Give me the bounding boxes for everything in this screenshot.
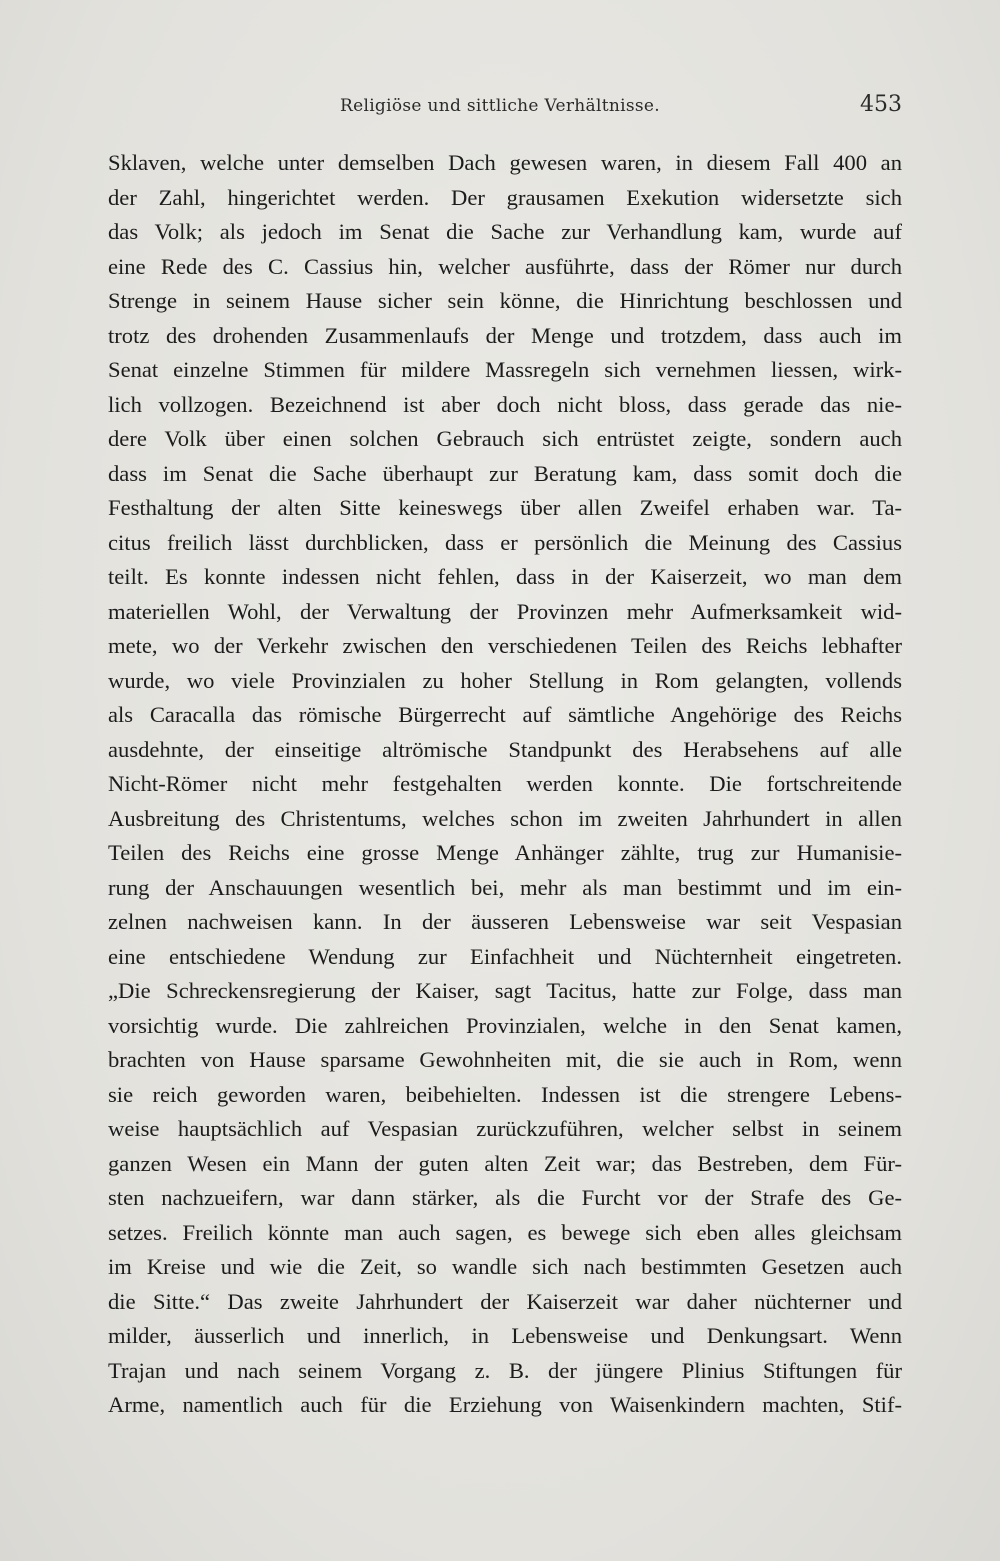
text-line: milder, äusserlich und innerlich, in Lebensweise und Denkungsart. Wenn	[108, 1323, 902, 1348]
text-line: trotz des drohenden Zusammenlaufs der Menge und trotzdem, dass auch im	[108, 322, 902, 348]
text-line: mete, wo der Verkehr zwischen den verschiedenen Teilen des Reichs lebhafter	[108, 633, 902, 658]
text-line: Nicht-Römer nicht mehr festgehalten werden konnte. Die fortschreitende	[108, 771, 902, 796]
text-line: citus freilich lässt durchblicken, dass er persönlich die Meinung des Cassius	[108, 529, 902, 555]
text-line: wurde, wo viele Provinzialen zu hoher Stellung in Rom gelangten, vollends	[108, 667, 902, 693]
text-line: im Kreise und wie die Zeit, so wandle sich nach bestimmten Gesetzen auch	[108, 1254, 902, 1279]
text-line: als Caracalla das römische Bürgerrecht auf sämtliche Angehörige des Reichs	[108, 702, 902, 727]
text-line: sten nachzueifern, war dann stärker, als die Furcht vor der Strafe des Ge-	[108, 1185, 902, 1210]
text-line: zelnen nachweisen kann. In der äusseren Lebensweise war seit Vespasian	[108, 909, 902, 934]
text-line: der Zahl, hingerichtet werden. Der grausamen Exekution widersetzte sich	[108, 184, 902, 210]
text-line: Trajan und nach seinem Vorgang z. B. der jüngere Plinius Stiftungen für	[108, 1357, 902, 1383]
text-line: eine Rede des C. Cassius hin, welcher ausführte, dass der Römer nur durch	[108, 253, 902, 279]
text-line: sie reich geworden waren, beibehielten. Indessen ist die strengere Lebens-	[108, 1081, 902, 1107]
text-line: „Die Schreckensregierung der Kaiser, sagt Tacitus, hatte zur Folge, dass man	[108, 978, 902, 1003]
text-line: Arme, namentlich auch für die Erziehung von Waisenkindern machten, Stif-	[108, 1392, 902, 1417]
text-line: die Sitte.“ Das zweite Jahrhundert der Kaiserzeit war daher nüchterner und	[108, 1288, 902, 1314]
text-line: teilt. Es konnte indessen nicht fehlen, dass in der Kaiserzeit, wo man dem	[108, 564, 902, 589]
text-line: ausdehnte, der einseitige altrömische Standpunkt des Herabsehens auf alle	[108, 736, 902, 762]
text-line: das Volk; als jedoch im Senat die Sache zur Verhandlung kam, wurde auf	[108, 219, 902, 244]
body-text	[108, 146, 902, 1423]
text-line: Sklaven, welche unter demselben Dach gewesen waren, in diesem Fall 400 an	[108, 150, 902, 175]
text-line: dass im Senat die Sache überhaupt zur Beratung kam, dass somit doch die	[108, 460, 902, 486]
text-line: Festhaltung der alten Sitte keineswegs über allen Zweifel erhaben war. Ta-	[108, 495, 902, 520]
running-title: Religiöse und sittliche Verhältnisse.	[340, 96, 660, 116]
text-line: Senat einzelne Stimmen für mildere Massregeln sich vernehmen liessen, wirk-	[108, 357, 902, 382]
text-line: Ausbreitung des Christentums, welches schon im zweiten Jahrhundert in allen	[108, 805, 902, 831]
text-line: materiellen Wohl, der Verwaltung der Provinzen mehr Aufmerksamkeit wid-	[108, 598, 902, 624]
text-line: Teilen des Reichs eine grosse Menge Anhänger zählte, trug zur Humanisie-	[108, 840, 902, 865]
text-line: vorsichtig wurde. Die zahlreichen Provinzialen, welche in den Senat kamen,	[108, 1012, 902, 1038]
text-line: weise hauptsächlich auf Vespasian zurückzuführen, welcher selbst in seinem	[108, 1116, 902, 1141]
running-head	[108, 92, 902, 122]
text-line: Strenge in seinem Hause sicher sein könne, die Hinrichtung beschlossen und	[108, 288, 902, 313]
text-line: setzes. Freilich könnte man auch sagen, es bewege sich eben alles gleichsam	[108, 1219, 902, 1245]
text-line: ganzen Wesen ein Mann der guten alten Zeit war; das Bestreben, dem Für-	[108, 1150, 902, 1176]
text-line: eine entschiedene Wendung zur Einfachheit und Nüchternheit eingetreten.	[108, 943, 902, 969]
page-number: 453	[860, 92, 902, 117]
text-line: rung der Anschauungen wesentlich bei, mehr als man bestimmt und im ein-	[108, 874, 902, 900]
text-line: lich vollzogen. Bezeichnend ist aber doch nicht bloss, dass gerade das nie-	[108, 391, 902, 417]
text-line: brachten von Hause sparsame Gewohnheiten mit, die sie auch in Rom, wenn	[108, 1047, 902, 1072]
text-line: dere Volk über einen solchen Gebrauch sich entrüstet zeigte, sondern auch	[108, 426, 902, 451]
